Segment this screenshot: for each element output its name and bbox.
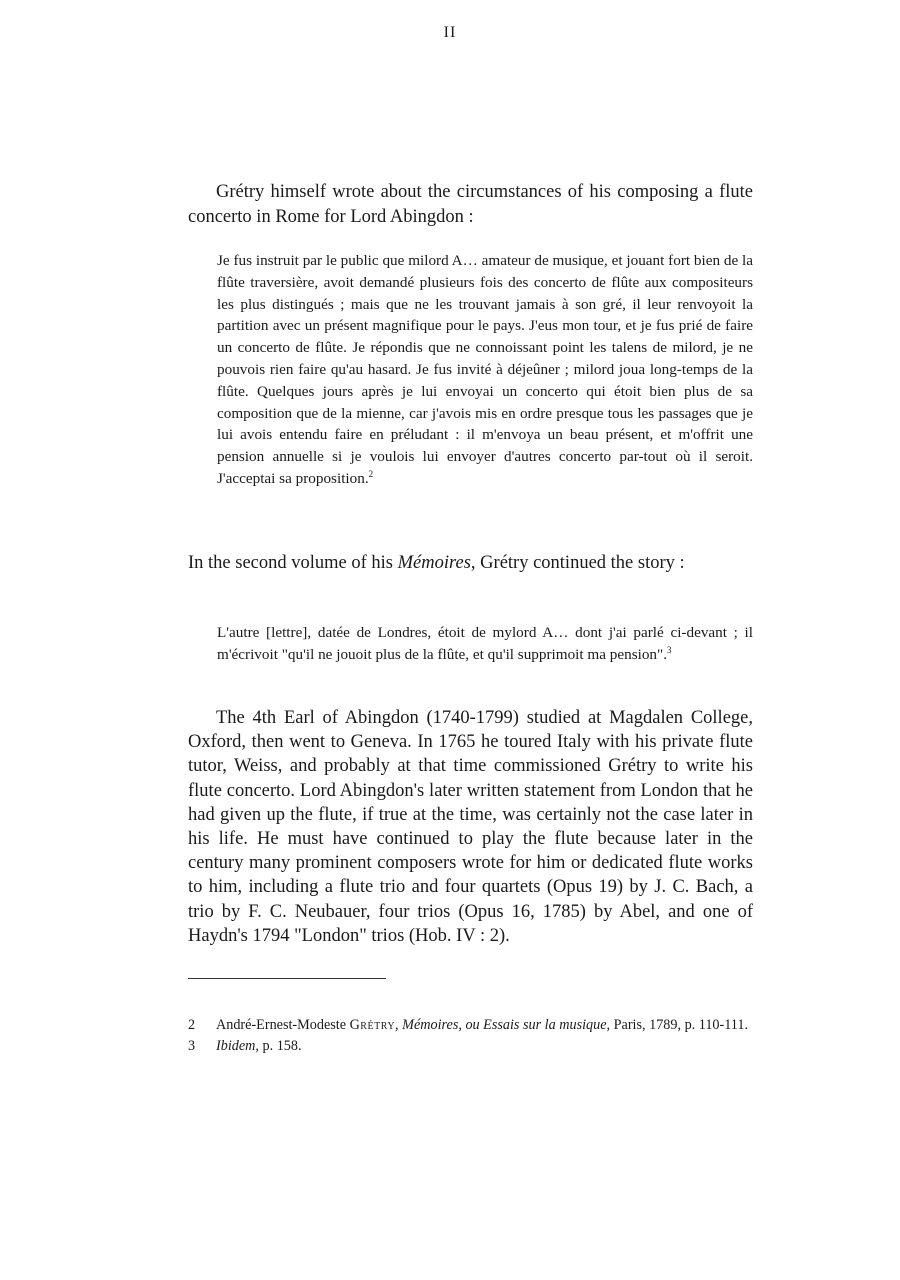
footnote-rest: , Paris, 1789, p. 110-111. <box>606 1017 749 1033</box>
page-number: II <box>443 24 457 41</box>
footnote-number: 2 <box>188 1017 196 1033</box>
paragraph-abingdon: The 4th Earl of Abingdon (1740-1799) studied at Magdalen College, Oxford, then went to Geneva. In 1765 he toured Italy with his private flute tutor, Weiss, and probably at that time commissioned Grétry to write his flute concerto. Lord Abingdon's later written statement from London that he had given up the flute, if true at the time, was certainly not the case later in his life. He must have continued to play the flute because later in the century many prominent composers wrote for him or dedicated flute works to him, including a flute trio and four quartets (Opus 19) by J. C. Bach, a trio by F. C. Neubauer, four trios (Opus 16, 1785) by Abel, and one of Haydn's 1794 "London" trios (Hob. IV : 2). <box>188 708 753 946</box>
footnote-title: Mémoires, ou Essais sur la musique <box>402 1017 607 1033</box>
footnote-separator: , <box>395 1017 403 1033</box>
footnote-text <box>216 1036 753 1057</box>
footnote-3 <box>188 1036 753 1057</box>
footnote-2 <box>188 1015 753 1036</box>
paragraph-memoires-after: , Grétry continued the story : <box>470 553 685 573</box>
memoires-title: Mémoires <box>397 553 471 573</box>
footnote-ref-2: 2 <box>368 468 374 479</box>
footnote-title: Ibidem <box>216 1037 256 1054</box>
footnote-divider <box>188 978 386 979</box>
footnote-number: 3 <box>188 1037 196 1054</box>
footnote-rest: , p. 158. <box>255 1037 302 1054</box>
footnotes <box>188 1015 753 1056</box>
footnote-surname: Grétry <box>349 1017 396 1033</box>
footnote-author: André-Ernest-Modeste <box>216 1017 350 1033</box>
paragraph-memoires-before: In the second volume of his <box>188 553 398 573</box>
paragraph-memoires <box>188 551 753 575</box>
block-quote-1 <box>217 250 753 490</box>
block-quote-2-text: L'autre [lettre], datée de Londres, étoit de mylord A… dont j'ai parlé ci-devant ; il m'écrivoit "qu'il ne jouoit plus de la flûte, et qu'il supprimoit ma pension". <box>217 624 753 663</box>
block-quote-2 <box>217 622 753 666</box>
footnote-ref-3: 3 <box>667 644 672 655</box>
intro-paragraph: Grétry himself wrote about the circumstances of his composing a flute concerto in Rome for Lord Abingdon : <box>188 182 753 227</box>
footnote-text <box>216 1015 753 1036</box>
block-quote-1-text: Je fus instruit par le public que milord A… amateur de musique, et jouant fort bien de la flûte traversière, avoit demandé plusieurs fois des concerto de flûte aux compositeurs les plus distingués ; mais que ne les trouvant jamais à son gré, il leur renvoyoit la partition avec un présent magnifique pour le pays. J'eus mon tour, et je fus prié de faire un concerto de flûte. Je répondis que ne connoissant point les talens de milord, je ne pouvois rien faire qu'au hasard. Je fus invité à déjeûner ; milord joua long-temps de la flûte. Quelques jours après je lui envoyai un concerto qui étoit bien plus de sa composition que de la mienne, car j'avois mis en ordre presque tous les passages que je lui avois entendu faire en préludant : il m'envoya un beau présent, et m'offrit une pension annuelle si je voulois lui envoyer d'autres concerto par-tout où il seroit. J'acceptai sa proposition. <box>217 252 753 487</box>
